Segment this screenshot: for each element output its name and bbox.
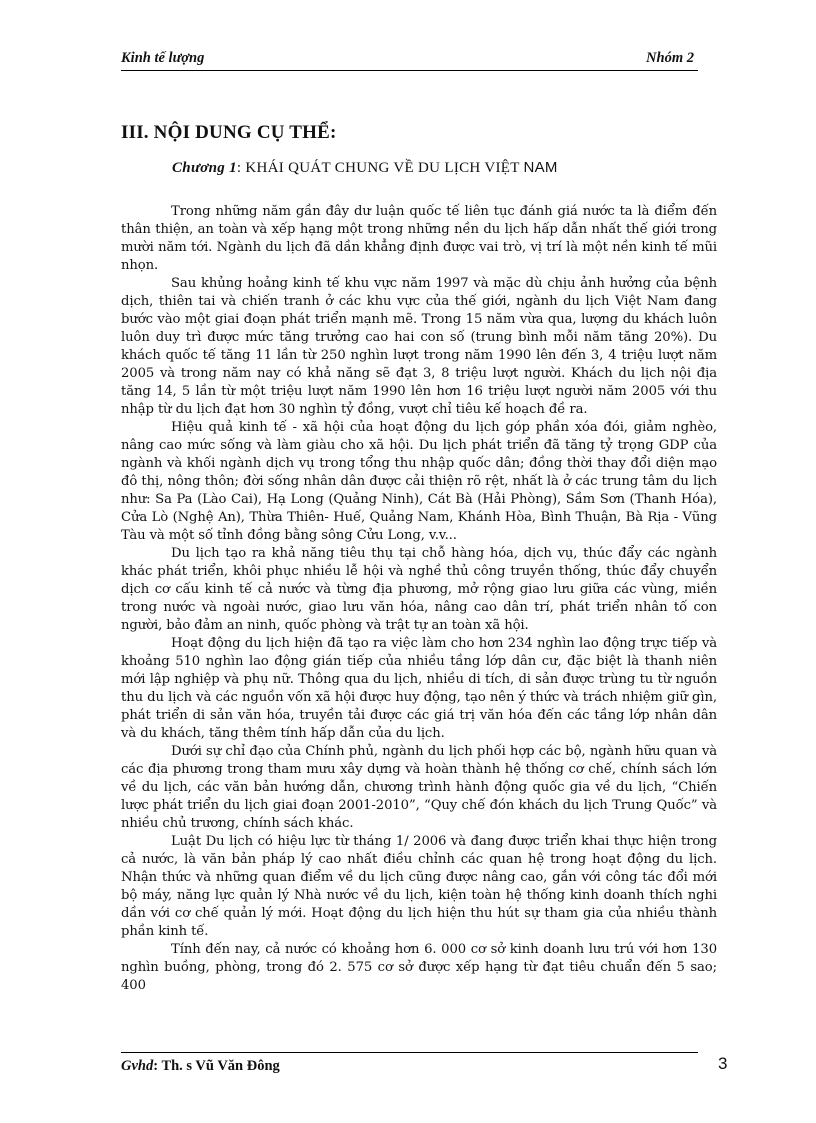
paragraph: Hiệu quả kinh tế - xã hội của hoạt động du lịch góp phần xóa đói, giảm nghèo, nâng cao mức sống và làm giàu cho xã hội. Du lịch phát triển đã tăng tỷ trọng GDP của ngành và khối ngành dịch vụ trong tổng thu nhập quốc dân; đồng thời thay đổi diện mạo đô thị, nông thôn; đời sống nhân dân được cải thiện rõ rệt, nhất là ở các trung tâm du lịch như: Sa Pa (Lào Cai), Hạ Long (Quảng Ninh), Cát Bà (Hải Phòng), Sầm Sơn (Thanh Hóa), Cửa Lò (Nghệ An), Thừa Thiên- Huế, Quảng Nam, Khánh Hòa, Bình Thuận, Bà Rịa - Vũng Tàu và một số tỉnh đồng bằng sông Cửu Long, v.v... xyxy=(121,420,717,543)
paragraph: Trong những năm gần đây dư luận quốc tế liên tục đánh giá nước ta là điểm đến thân thiện, an toàn và xếp hạng một trong những nền du lịch hấp dẫn nhất thế giới trong mười năm tới. Ngành du lịch đã dần khẳng định được vai trò, vị trí là một nền kinh tế mũi nhọn. xyxy=(121,204,717,273)
chapter-title: : KHÁI QUÁT CHUNG VỀ DU LỊCH VIỆT xyxy=(236,160,524,176)
page-number: 3 xyxy=(718,1054,728,1073)
footer-advisor-name: Th. s Vũ Văn Đông xyxy=(161,1058,280,1074)
chapter-heading xyxy=(172,159,558,177)
paragraph: Hoạt động du lịch hiện đã tạo ra việc làm cho hơn 234 nghìn lao động trực tiếp và khoảng 510 nghìn lao động gián tiếp của nhiều tầng lớp dân cư, đặc biệt là thanh niên mới lập nghiệp và phụ nữ. Thông qua du lịch, nhiều di tích, di sản được trùng tu từ nguồn thu du lịch và các nguồn vốn xã hội được huy động, tạo nên ý thức và trách nhiệm giữ gìn, phát triển di sản văn hóa, truyền tải được các giá trị văn hóa đến các tầng lớp nhân dân và du khách, tăng thêm tính hấp dẫn của du lịch. xyxy=(121,636,717,741)
footer-rule xyxy=(121,1052,698,1053)
body-text xyxy=(121,203,717,995)
chapter-title-tail: NAM xyxy=(523,159,558,176)
chapter-label: Chương 1 xyxy=(172,160,237,176)
footer-advisor xyxy=(121,1058,280,1075)
footer-separator: : xyxy=(153,1058,162,1074)
paragraph: Luật Du lịch có hiệu lực từ tháng 1/ 2006 và đang được triển khai thực hiện trong cả nước, là văn bản pháp lý cao nhất điều chỉnh các quan hệ trong hoạt động du lịch. Nhận thức và những quan điểm về du lịch cũng được nâng cao, gắn với công tác đổi mới bộ máy, năng lực quản lý Nhà nước về du lịch, kiện toàn hệ thống kinh doanh thích nghi dần với cơ chế quản lý mới. Hoạt động du lịch hiện thu hút sự tham gia của nhiều thành phần kinh tế. xyxy=(121,834,717,939)
header-group-name: Nhóm 2 xyxy=(646,50,694,66)
footer-gvhd-label: Gvhd xyxy=(121,1058,154,1074)
section-title: III. NỘI DUNG CỤ THỂ: xyxy=(121,122,337,143)
paragraph: Du lịch tạo ra khả năng tiêu thụ tại chỗ hàng hóa, dịch vụ, thúc đẩy các ngành khác phát triển, khôi phục nhiều lễ hội và nghề thủ công truyền thống, thúc đẩy chuyển dịch cơ cấu kinh tế cả nước và từng địa phương, mở rộng giao lưu giữa các vùng, miền trong nước và ngoài nước, giao lưu văn hóa, nâng cao dân trí, phát triển nhân tố con người, bảo đảm an ninh, quốc phòng và trật tự an toàn xã hội. xyxy=(121,546,717,633)
paragraph: Sau khủng hoảng kinh tế khu vực năm 1997 và mặc dù chịu ảnh hưởng của bệnh dịch, thiên tai và chiến tranh ở các khu vực của thế giới, ngành du lịch Việt Nam đang bước vào một giai đoạn phát triển mạnh mẽ. Trong 15 năm vừa qua, lượng du khách luôn luôn duy trì được mức tăng trưởng cao hai con số (trung bình mỗi năm tăng 20%). Du khách quốc tế tăng 11 lần từ 250 nghìn lượt trong năm 1990 lên đến 3, 4 triệu lượt năm 2005 và trong năm nay có khả năng sẽ đạt 3, 8 triệu lượt người. Khách du lịch nội địa tăng 14, 5 lần từ một triệu lượt năm 1990 lên hơn 16 triệu lượt người năm 2005 với thu nhập từ du lịch đạt hơn 30 nghìn tỷ đồng, vượt chỉ tiêu kế hoạch đề ra. xyxy=(121,276,717,417)
paragraph: Tính đến nay, cả nước có khoảng hơn 6. 000 cơ sở kinh doanh lưu trú với hơn 130 nghìn buồng, phòng, trong đó 2. 575 cơ sở được xếp hạng từ đạt tiêu chuẩn đến 5 sao; 400 xyxy=(121,942,717,993)
paragraph: Dưới sự chỉ đạo của Chính phủ, ngành du lịch phối hợp các bộ, ngành hữu quan và các địa phương trong tham mưu xây dựng và hoàn thành hệ thống cơ chế, chính sách lớn về du lịch, các văn bản hướng dẫn, chương trình hành động quốc gia về du lịch, “Chiến lược phát triển du lịch giai đoạn 2001-2010”, “Quy chế đón khách du lịch Trung Quốc” và nhiều chủ trương, chính sách khác. xyxy=(121,744,717,831)
page-header xyxy=(121,48,698,71)
header-course-title: Kinh tế lượng xyxy=(121,50,205,66)
